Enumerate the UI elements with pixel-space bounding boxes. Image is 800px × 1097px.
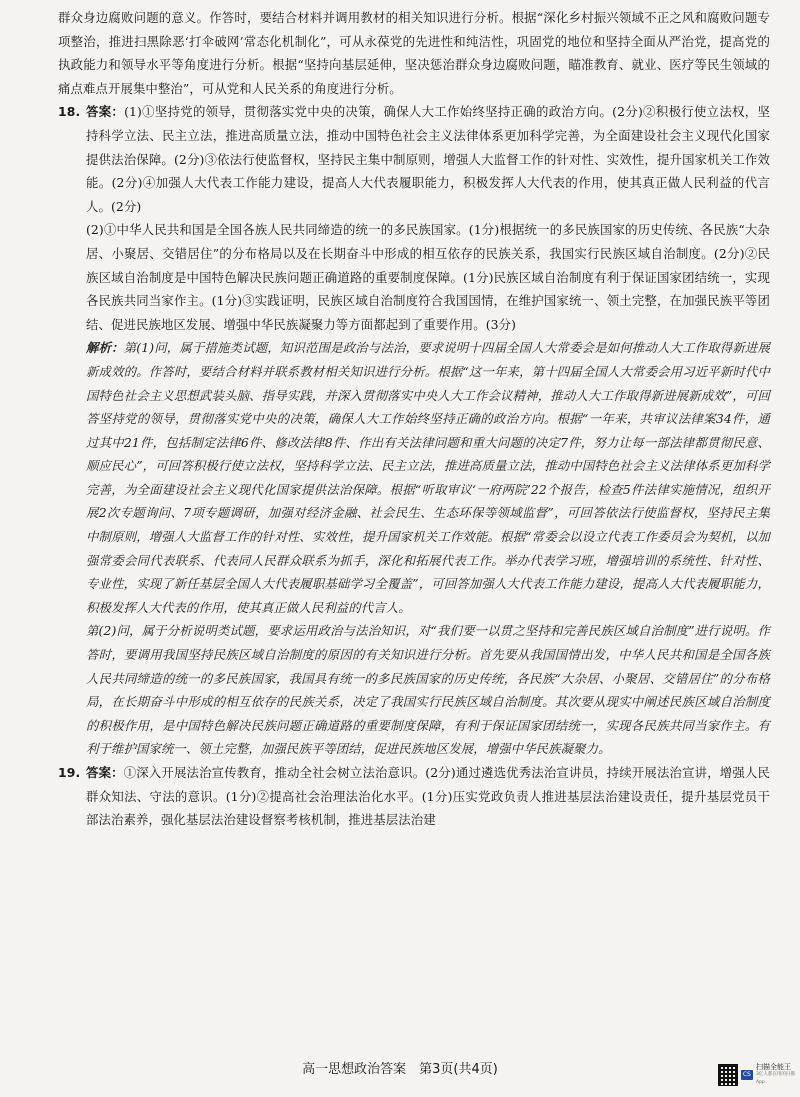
q18-answer-tag: 答案： (86, 104, 125, 120)
q19-answer-tag: 答案： (86, 765, 124, 780)
scanner-text (756, 1063, 798, 1087)
q17-analysis-continuation: 群众身边腐败问题的意义。作答时，要结合材料并调用教材的相关知识进行分析。根据“深化乡村振兴领域不正之风和腐败问题专项整治，推进扫黑除恶‘打伞破网’常态化机制化”，可从永葆党的先进性和纯洁性，巩固党的地位和坚持全面从严治党，提高党的执政能力和领导水平等角度进行分析。根据“坚持向基层延伸，坚决惩治群众身边腐败问题，瞄准教育、就业、医疗等民生领域的痛点难点开展集中整治”，可从党和人民关系的角度进行分析。 (58, 10, 770, 96)
q19-number: 19. (58, 765, 81, 780)
q18-answer-text-1: (1)①坚持党的领导，贯彻落实党中央的决策，确保人大工作始终坚持正确的政治方向。(2分)②积极行使立法权，坚持科学立法、民主立法，推进高质量立法，推动中国特色社会主义法律体系更加科学完善，为全面建设社会主义现代化国家提供法治保障。(2分)③依法行使监督权，坚持民主集中制原则，增强人大监督工作的针对性、实效性，提升国家机关工作效能。(2分)④加强人大代表工作能力建设，提高人大代表履职能力，积极发挥人大代表的作用，使其真正做人民利益的代言人。(2分) (86, 104, 770, 214)
q18-analysis-text-1: 第(1)问，属于措施类试题，知识范围是政治与法治，要求说明十四届全国人大常委会是如何推动人大工作取得新进展新成效的。作答时，要结合材料并联系教材相关知识进行分析。根据“这一年来，第十四届全国人大常委会用习近平新时代中国特色社会主义思想武装头脑、指导实践，并深入贯彻落实中央人大工作会议精神，推动人大工作取得新进展新成效”，可回答坚持党的领导，贯彻落实党中央的决策，确保人大工作始终坚持正确的政治方向。根据“一年来，共审议法律案34件，通过其中21件，包括制定法律6件、修改法律8件、作出有关法律问题和重大问题的决定7件，努力让每一部法律都贯彻民意、顺应民心”，可回答积极行使立法权，坚持科学立法、民主立法，推进高质量立法，推动中国特色社会主义法律体系更加科学完善，为全面建设社会主义现代化国家提供法治保障。根据“听取审议‘一府两院’22个报告，检查5件法律实施情况，组织开展2次专题询问、7项专题调研，加强对经济金融、社会民生、生态环保等领域监督”，可回答依法行使监督权，坚持民主集中制原则，增强人大监督工作的针对性、实效性，提升国家机关工作效能。根据“常委会以设立代表工作委员会为契机，以加强常委会同代表联系、代表同人民群众联系为抓手，深化和拓展代表工作。举办代表学习班，增强培训的系统性、针对性、专业性，实现了新任基层全国人大代表履职基础学习全覆盖”，可回答加强人大代表工作能力建设，提高人大代表履职能力，积极发挥人大代表的作用，使其真正做人民利益的代言人。 (86, 340, 770, 615)
scanner-tagline: 3亿人都在用的扫描App (755, 1072, 795, 1085)
q18-number: 18. (58, 104, 81, 120)
q19-answer-text: ①深入开展法治宣传教育，推动全社会树立法治意识。(2分)通过遴选优秀法治宣讲员，持续开展法治宣讲，增强人民群众知法、守法的意识。(1分)②提高社会治理法治化水平。(1分)压实党政负责人推进基层法治建设责任，提升基层党员干部法治素养，强化基层法治建设督察考核机制，推进基层法治建 (86, 765, 770, 828)
q18-analysis-tag: 解析： (86, 340, 124, 356)
q18-answer-part1 (58, 100, 770, 218)
q18-answer-part2: (2)①中华人民共和国是全国各族人民共同缔造的统一的多民族国家。(1分)根据统一的多民族国家的历史传统、各民族“大杂居、小聚居、交错居住”的分布格局以及在长期奋斗中形成的相互依存的民族关系，我国实行民族区域自治制度。(2分)②民族区域自治制度是中国特色解决民族问题正确道路的重要制度保障。(1分)民族区域自治制度有利于保证国家团结统一，实现各民族共同当家作主。(1分)③实践证明，民族区域自治制度符合我国国情，在维护国家统一、领土完整，在加强民族平等团结、促进民族地区发展、增强中华民族凝聚力等方面都起到了重要作用。(3分) (86, 222, 770, 332)
scanner-name: 扫描全能王 (755, 1063, 791, 1071)
q19-answer (58, 761, 770, 832)
camscanner-logo-icon: CS (741, 1070, 753, 1080)
q18-analysis-part1 (58, 336, 770, 619)
page-footer: 高一思想政治答案 第3页(共4页) (302, 1062, 498, 1077)
qr-code-icon (718, 1064, 738, 1086)
q18-analysis-part2: 第(2)问，属于分析说明类试题，要求运用政治与法治知识，对“我们要一以贯之坚持和完善民族区域自治制度”进行说明。作答时，要调用我国坚持民族区域自治制度的原因的有关知识进行分析。首先要从我国国情出发，中华人民共和国是全国各族人民共同缔造的统一的多民族国家，我国具有统一的多民族国家的历史传统，各民族“大杂居、小聚居、交错居住”的分布格局，在长期奋斗中形成的相互依存的民族关系，决定了我国实行民族区域自治制度。其次要从现实中阐述民族区域自治制度的积极作用，是中国特色解决民族问题正确道路的重要制度保障，有利于保证国家团结统一，实现各民族共同当家作主。有利于维护国家统一、领土完整，加强民族平等团结，促进民族地区发展，增强中华民族凝聚力。 (86, 623, 770, 757)
scanner-watermark (718, 1063, 798, 1087)
